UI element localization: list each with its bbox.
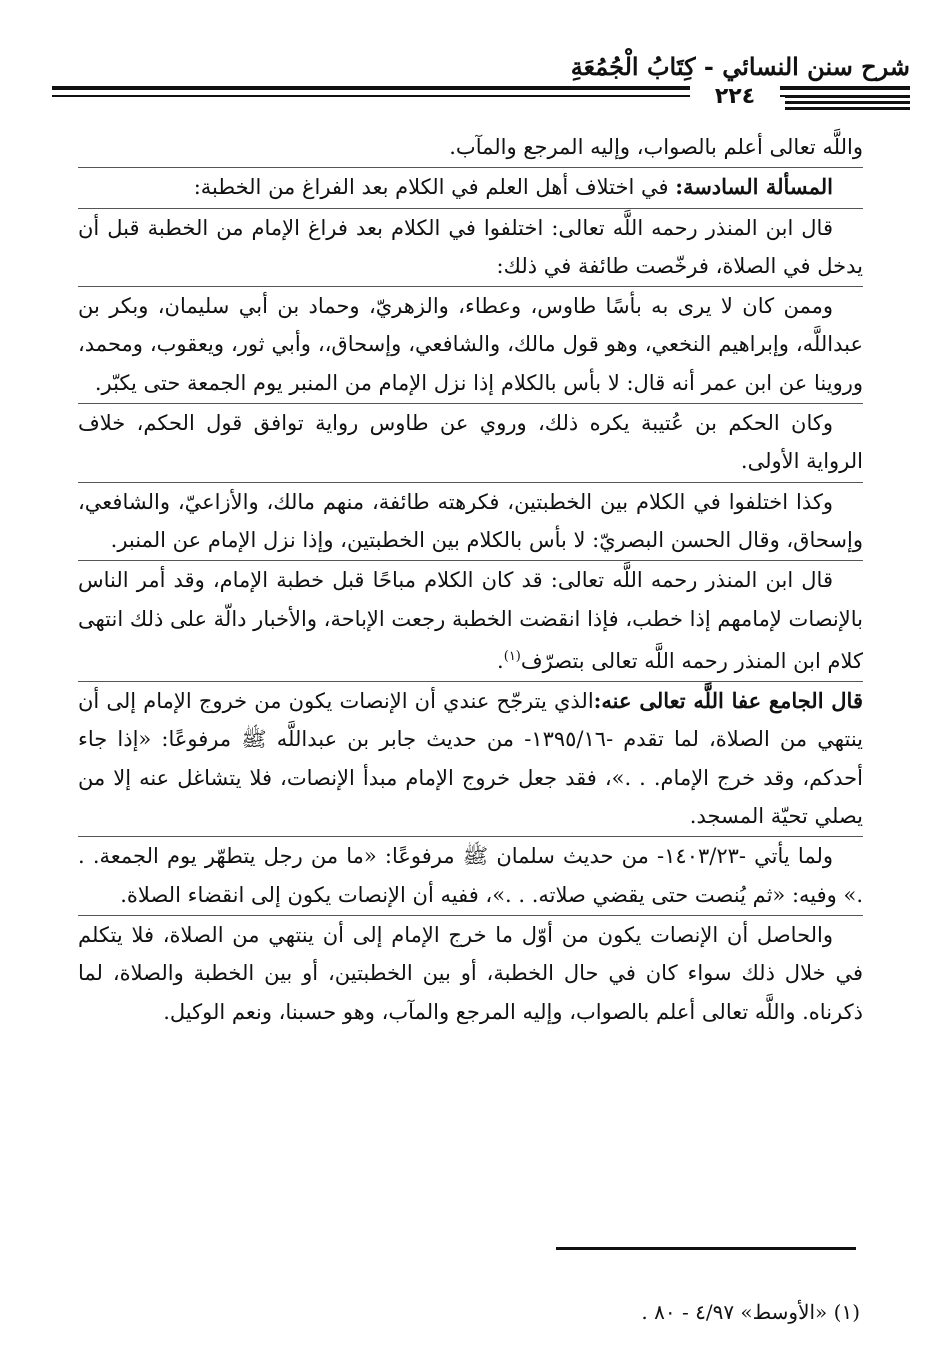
page-number: ٢٢٤ (690, 84, 780, 114)
page-number-ornament (785, 95, 910, 111)
paragraph-7 (78, 560, 863, 680)
paragraph-3: قال ابن المنذر رحمه اللَّه تعالى: اختلفوا في الكلام بعد فراغ الإمام من الخطبة قبل أن يدخل في الصلاة، فرخّصت طائفة في ذلك: (78, 208, 863, 286)
footnote-rule (556, 1247, 856, 1250)
main-text (78, 128, 863, 1031)
header-rule-thick (52, 86, 910, 90)
compiler-text: الذي يترجّح عندي أن الإنصات يكون من خروج الإمام إلى أن ينتهي من الصلاة، لما تقدم -١٣٩٥/١٦- من حديث جابر بن عبداللَّه ﷺ مرفوعًا: «إذا جاء أحدكم، وقد خرج الإمام. . .»، فقد جعل خروج الإمام مبدأ الإنصات، فلا يتشاغل عنه إلا من يصلي تحيّة المسجد. (78, 689, 863, 829)
footnote-ref: (١) (503, 648, 521, 664)
paragraph-2 (78, 167, 863, 206)
paragraph-5: وكان الحكم بن عُتيبة يكره ذلك، وروي عن طاوس رواية توافق قول الحكم، خلاف الرواية الأولى. (78, 403, 863, 481)
paragraph-8 (78, 681, 863, 835)
paragraph-9: ولما يأتي -١٤٠٣/٢٣- من حديث سلمان ﷺ مرفوعًا: «ما من رجل يتطهّر يوم الجمعة. . .» وفيه: «ثم يُنصت حتى يقضي صلاته. . .»، ففيه أن الإنصات يكون إلى انقضاء الصلاة. (78, 836, 863, 914)
issue-heading: المسألة السادسة: (675, 174, 833, 200)
paragraph-7-text: قال ابن المنذر رحمه اللَّه تعالى: قد كان الكلام مباحًا قبل خطبة الإمام، وقد أمر الناس بالإنصات لإمامهم إذا خطب، فإذا انقضت الخطبة رجعت الإباحة، والأخبار دالّة على ذلك انتهى كلام ابن المنذر رحمه اللَّه تعالى بتصرّف (78, 568, 863, 673)
paragraph-6: وكذا اختلفوا في الكلام بين الخطبتين، فكرهته طائفة، منهم مالك، والأزاعيّ، والشافعي، وإسحاق، وقال الحسن البصريّ: لا بأس بالكلام بين الخطبتين، وإذا نزل الإمام عن المنبر. (78, 482, 863, 560)
header-title: شرح سنن النسائي - كِتَابُ الْجُمُعَةِ (570, 52, 910, 81)
header-rule-thin (52, 95, 910, 97)
paragraph-10: والحاصل أن الإنصات يكون من أوّل ما خرج الإمام إلى أن ينتهي من الصلاة، فلا يتكلم في خلال ذلك سواء كان في حال الخطبة، أو بين الخطبتين، أو بين الخطبة والصلاة، لما ذكرناه. واللَّه تعالى أعلم بالصواب، وإليه المرجع والمآب، وهو حسبنا، ونعم الوكيل. (78, 915, 863, 1031)
issue-heading-rest: في اختلاف أهل العلم في الكلام بعد الفراغ من الخطبة: (193, 175, 676, 200)
paragraph-1: واللَّه تعالى أعلم بالصواب، وإليه المرجع والمآب. (449, 135, 863, 159)
paragraph-7-end: . (497, 648, 504, 673)
compiler-heading: قال الجامع عفا اللَّه تعالى عنه: (593, 688, 863, 714)
footnote: (١) «الأوسط» ٤/٩٧ - ٨٠ . (641, 1300, 860, 1324)
paragraph-4: وممن كان لا يرى به بأسًا طاوس، وعطاء، والزهريّ، وحماد بن أبي سليمان، وبكر بن عبداللَّه، وإبراهيم النخعي، وهو قول مالك، والشافعي، وإسحاق،، وأبي ثور، ويعقوب، ومحمد، وروينا عن ابن عمر أنه قال: لا بأس بالكلام إذا نزل الإمام من المنبر يوم الجمعة حتى يكبّر. (78, 286, 863, 402)
